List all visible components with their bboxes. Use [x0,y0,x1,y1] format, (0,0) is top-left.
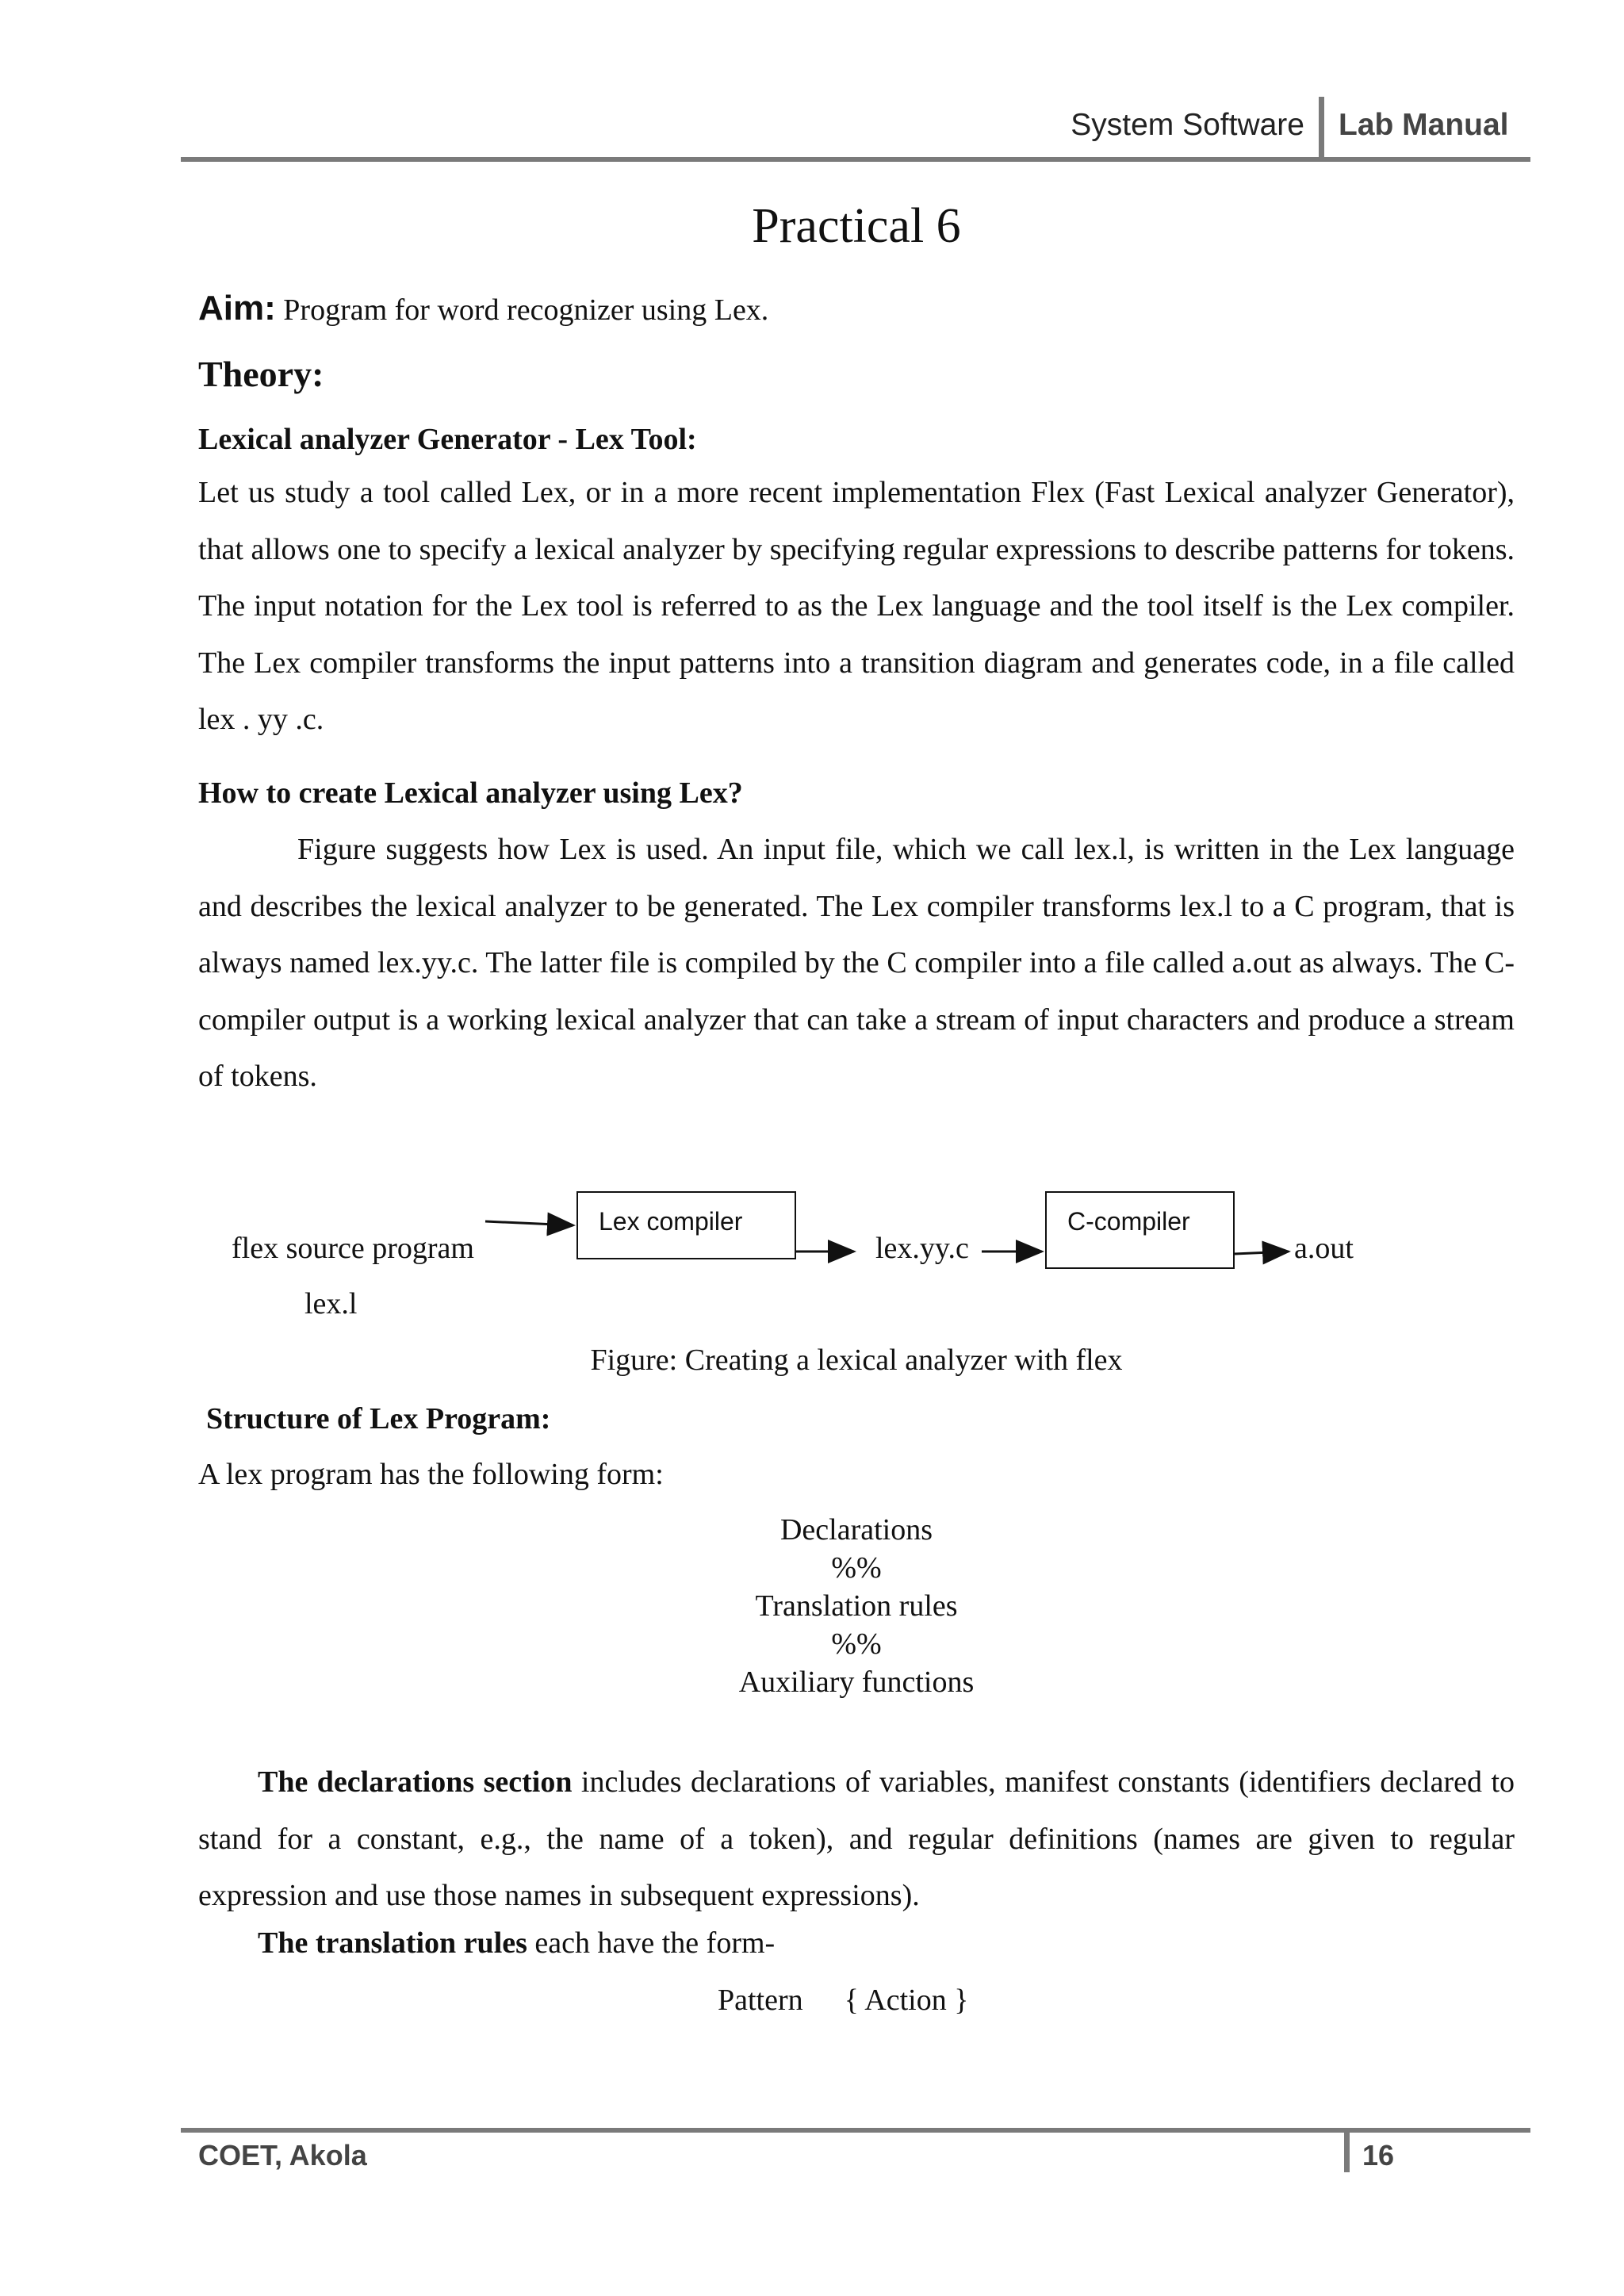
translation-bold: The translation rules [258,1926,527,1960]
lex-tool-paragraph [198,465,1515,749]
form-line-separator-1: %% [831,1551,882,1585]
theory-heading: Theory: [198,354,324,394]
page-number: 16 [1362,2139,1395,2171]
form-line-separator-2: %% [831,1627,882,1661]
structure-intro: A lex program has the following form: [198,1458,664,1491]
arrow-ccompiler-to-aout [1235,1251,1289,1254]
source-program-label: flex source program [232,1232,474,1265]
how-to-paragraph [198,822,1515,1106]
aim-line [198,289,1515,328]
footer-rule [181,2128,1530,2133]
header-rule [181,157,1530,162]
header-subject: System Software [1071,108,1304,142]
header-doc-type: Lab Manual [1339,108,1509,142]
arrow-source-to-lex [485,1221,573,1225]
action-label: { Action } [844,1984,969,2017]
lex-compiler-box [576,1191,796,1259]
translation-rules-line [258,1926,775,1961]
lex-flow-diagram [0,1182,1624,1324]
declarations-body: includes declarations of variables, manifest constants (identifiers declared to stand for a constant, e.g., the name of a token), and regular definitions (names are given to regular expression and use those names in subsequent expressions). [198,1765,1515,1912]
declarations-paragraph [198,1754,1515,1925]
structure-heading: Structure of Lex Program: [206,1402,551,1435]
a-out-label: a.out [1294,1232,1354,1265]
header-separator [1319,97,1324,160]
form-line-translation-rules: Translation rules [755,1589,958,1623]
figure-caption: Figure: Creating a lexical analyzer with flex [590,1343,1123,1377]
declarations-text [198,1754,1515,1925]
pattern-label: Pattern [718,1984,803,2017]
source-file-label: lex.l [304,1287,358,1320]
lex-program-form [0,1511,1624,1701]
page-title: Practical 6 [752,199,961,253]
lex-tool-text: Let us study a tool called Lex, or in a more recent implementation Flex (Fast Lexical analyzer Generator), that allows one to specify a lexical analyzer by specifying regular expressions to describe patterns for tokens. The input notation for the Lex tool is referred to as the Lex language and the tool itself is the Lex compiler. The Lex compiler transforms the input patterns into a transition diagram and generates code, in a file called lex . yy .c. [198,476,1515,736]
form-line-declarations: Declarations [779,1513,933,1547]
pattern-action-line [718,1983,968,2018]
c-compiler-label: C-compiler [1067,1207,1190,1236]
footer-separator [1344,2128,1350,2172]
how-to-heading: How to create Lexical analyzer using Lex? [198,776,743,810]
footer-institution: COET, Akola [198,2139,367,2171]
aim-text: Program for word recognizer using Lex. [283,293,769,327]
translation-body: each have the form- [527,1926,776,1960]
aim-label: Aim: [198,289,276,328]
lex-compiler-label: Lex compiler [599,1207,743,1236]
form-line-auxiliary: Auxiliary functions [738,1665,975,1699]
how-to-text: Figure suggests how Lex is used. An input file, which we call lex.l, is written in the Lex language and describes the lexical analyzer to be generated. The Lex compiler transforms lex.l to a C program, that is always named lex.yy.c. The latter file is compiled by the C compiler into a file called a.out as always. The C-compiler output is a working lexical analyzer that can take a stream of input characters and produce a stream of tokens. [198,833,1515,1093]
c-compiler-box [1045,1191,1235,1269]
declarations-bold: The declarations section [258,1765,573,1799]
lex-yy-c-label: lex.yy.c [875,1232,969,1265]
lex-tool-heading: Lexical analyzer Generator - Lex Tool: [198,423,697,456]
